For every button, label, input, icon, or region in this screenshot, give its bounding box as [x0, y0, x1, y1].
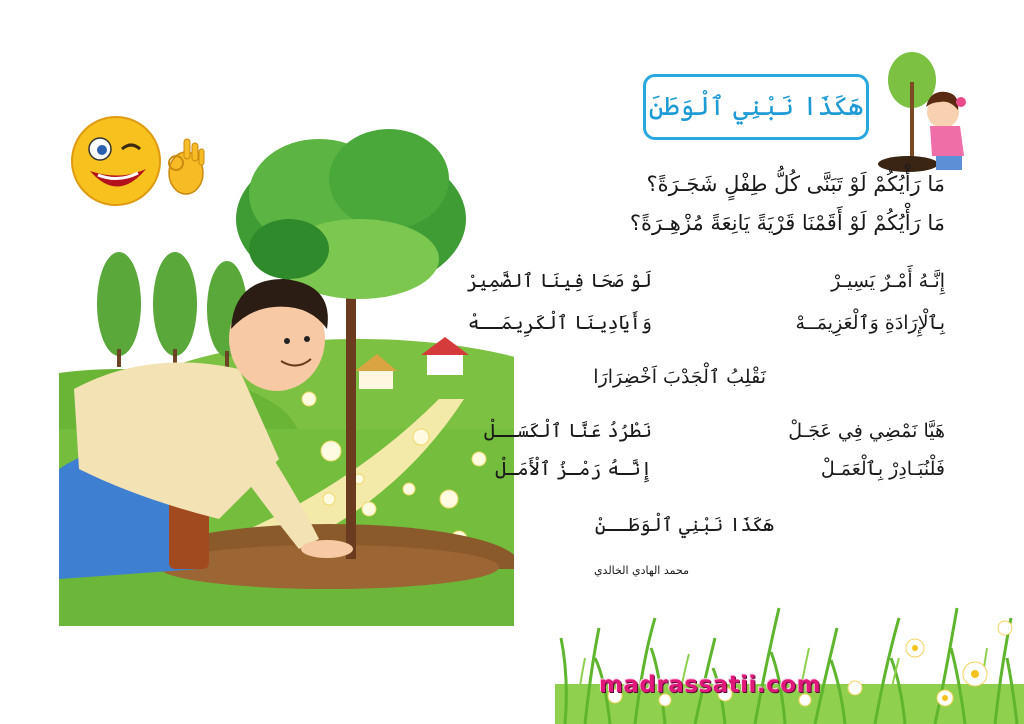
verse-left-2: وَأَيَادِينَا ٱلْكَرِيمَــهْ — [467, 312, 652, 334]
verse-right-4: فَلْنُبَـادِرْ بِٱلْعَمَـلْ — [820, 458, 945, 480]
poem-title: هَكَذَا نَبْنِي ٱلْوَطَنَ — [648, 92, 864, 122]
ok-hand-icon — [169, 139, 204, 194]
verse-left-4: إِنَّـهُ رَمْـزُ ٱلْأَمَـلْ — [495, 458, 652, 480]
verse-left-3: نَطْرُدُ عَنَّا ٱلْكَسَــلْ — [484, 420, 652, 442]
closing-line: هَكَذَا نَبْنِي ٱلْوَطَــنْ — [594, 514, 774, 536]
question-line-1: مَا رَأْيُكُمْ لَوْ تَبَنَّى كُلُّ طِفْلٍ شَجَـرَةً؟ — [646, 172, 945, 196]
author-name: محمد الهادي الخالدي — [593, 564, 689, 577]
verse-right-3: هَيَّا نَمْضِي فِي عَجَـلْ — [788, 420, 945, 442]
refrain-line: نَقْلِبُ ٱلْجَدْبَ اَخْضِرَارَا — [593, 366, 766, 388]
verse-right-2: بِٱلْإِرَادَةِ وَٱلْعَزِيمَــهْ — [795, 312, 945, 334]
poem-title-box — [643, 74, 869, 140]
girl-planting-illustration — [878, 52, 982, 176]
site-watermark: madrassatii.com — [598, 672, 822, 698]
tree-crown — [236, 129, 466, 299]
grass-border — [555, 588, 1024, 724]
winking-emoji — [68, 111, 208, 211]
question-line-2: مَا رَأْيُكُمْ لَوْ أَقَمْنَا قَرْيَةً يَانِعَةً مُزْهِـرَةً؟ — [629, 211, 945, 235]
verse-left-1: لَوْ صَحَا فِينَا ٱلضَّمِيرْ — [466, 270, 652, 292]
verse-right-1: إِنَّـهُ أَمْـرٌ يَسِيـرْ — [831, 270, 945, 292]
